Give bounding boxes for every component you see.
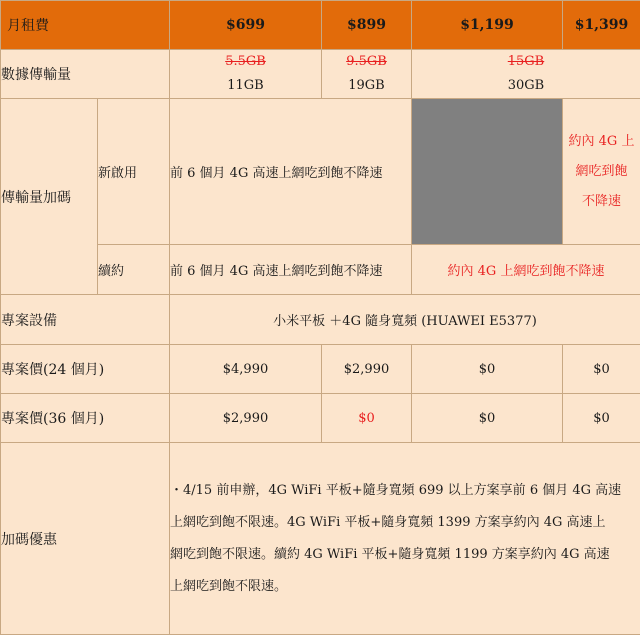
promo-text <box>170 443 640 635</box>
price24-1199: $0 <box>412 345 563 394</box>
price24-899: $2,990 <box>322 345 412 394</box>
price-699: $699 <box>170 1 322 50</box>
promo-line-4: 上網吃到飽不限速。 <box>170 578 288 594</box>
boost-label: 傳輸量加碼 <box>1 99 98 295</box>
boost-new-row <box>1 99 640 245</box>
new-data-1199: 30GB <box>507 78 545 93</box>
price-1399: $1,399 <box>563 1 640 50</box>
old-data-1199: 15GB <box>507 54 545 69</box>
price36-1199: $0 <box>412 394 563 443</box>
promo-row <box>1 443 640 635</box>
renewal-red-text: 約內 4G 上網吃到飽不降速 <box>412 245 640 295</box>
promo-line-3: 網吃到飽不限速。續約 4G WiFi 平板+隨身寬頻 1199 方案享約內 4G 高速 <box>170 546 610 562</box>
renewal-label: 續約 <box>98 245 170 295</box>
price36-row <box>1 394 640 443</box>
monthly-fee-label: 月租費 <box>1 1 170 50</box>
new-data-699: 11GB <box>227 78 264 93</box>
price24-699: $4,990 <box>170 345 322 394</box>
device-text: 小米平板 ＋4G 隨身寬頻 (HUAWEI E5377) <box>170 295 640 345</box>
promo-line-2: 上網吃到飽不限速。4G WiFi 平板+隨身寬頻 1399 方案享約內 4G 高速上 <box>170 514 606 530</box>
price24-row <box>1 345 640 394</box>
gray-placeholder-block <box>412 99 563 245</box>
promo-label: 加碼優惠 <box>1 443 170 635</box>
device-row <box>1 295 640 345</box>
new-activation-text: 前 6 個月 4G 高速上網吃到飽不降速 <box>170 99 412 245</box>
old-data-899: 9.5GB <box>346 54 387 69</box>
new-data-899: 19GB <box>348 78 385 93</box>
price36-699: $2,990 <box>170 394 322 443</box>
price24-label: 專案價(24 個月) <box>1 345 170 394</box>
device-label: 專案設備 <box>1 295 170 345</box>
data-row <box>1 50 640 99</box>
price-1199: $1,199 <box>412 1 563 50</box>
side-line-3: 不降速 <box>581 193 621 209</box>
header-row <box>1 1 640 50</box>
side-line-2: 網吃到飽 <box>575 163 628 179</box>
new-activation-side-text <box>563 99 640 245</box>
new-activation-label: 新啟用 <box>98 99 170 245</box>
data-699-cell <box>170 50 322 99</box>
price-899: $899 <box>322 1 412 50</box>
renewal-text: 前 6 個月 4G 高速上網吃到飽不降速 <box>170 245 412 295</box>
price36-1399: $0 <box>563 394 640 443</box>
data-volume-label: 數據傳輸量 <box>1 50 170 99</box>
data-899-cell <box>322 50 412 99</box>
promo-line-1: ・4/15 前申辦，4G WiFi 平板+隨身寬頻 699 以上方案享前 6 個月 4G 高速 <box>170 482 622 498</box>
price36-899: $0 <box>322 394 412 443</box>
old-data-699: 5.5GB <box>225 54 266 69</box>
price24-1399: $0 <box>563 345 640 394</box>
side-line-1: 約內 4G 上 <box>568 133 635 149</box>
price36-label: 專案價(36 個月) <box>1 394 170 443</box>
data-1199-1399-cell <box>412 50 640 99</box>
